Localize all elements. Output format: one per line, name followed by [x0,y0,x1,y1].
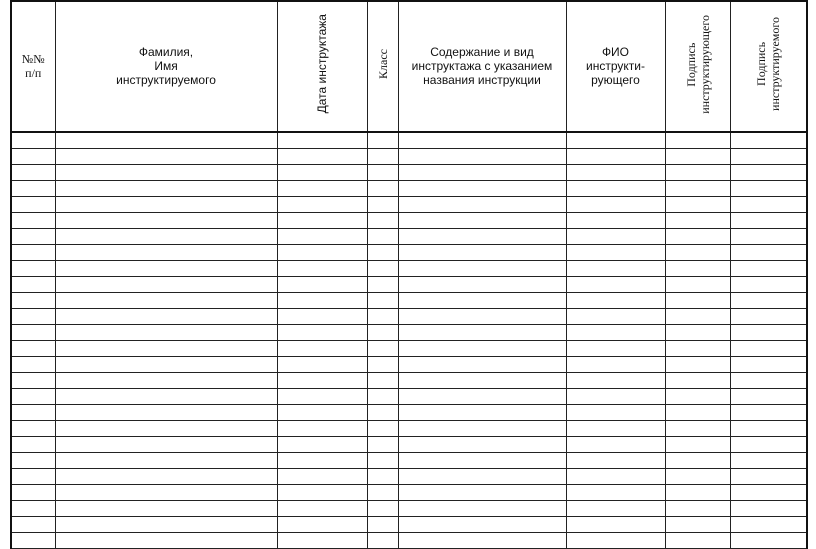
table-row [11,165,807,181]
cell-class [367,341,398,357]
cell-content [398,261,566,277]
header-date [277,1,367,132]
cell-class [367,389,398,405]
cell-content [398,213,566,229]
cell-class [367,469,398,485]
cell-instructor [566,373,665,389]
header-name [55,1,277,132]
cell-number [11,293,55,309]
cell-content [398,501,566,517]
header-sign-instructor [665,1,730,132]
cell-sign-instructor [665,277,730,293]
cell-content [398,132,566,149]
cell-name [55,309,277,325]
cell-instructor [566,309,665,325]
cell-content [398,325,566,341]
cell-name [55,277,277,293]
cell-sign-instructor [665,165,730,181]
cell-sign-trainee [730,277,807,293]
cell-sign-trainee [730,485,807,501]
table-row [11,132,807,149]
cell-sign-instructor [665,341,730,357]
cell-instructor [566,261,665,277]
cell-content [398,373,566,389]
cell-instructor [566,485,665,501]
table-row [11,341,807,357]
cell-date [277,485,367,501]
cell-class [367,325,398,341]
cell-number [11,421,55,437]
cell-content [398,293,566,309]
cell-date [277,277,367,293]
cell-sign-instructor [665,405,730,421]
header-sign-trainee [730,1,807,132]
cell-instructor [566,469,665,485]
cell-date [277,229,367,245]
cell-name [55,181,277,197]
cell-sign-trainee [730,325,807,341]
cell-sign-instructor [665,245,730,261]
cell-class [367,213,398,229]
cell-date [277,517,367,533]
cell-class [367,261,398,277]
cell-content [398,309,566,325]
cell-sign-trainee [730,437,807,453]
cell-class [367,437,398,453]
table-row [11,213,807,229]
cell-sign-trainee [730,341,807,357]
table-row [11,421,807,437]
cell-class [367,485,398,501]
cell-number [11,245,55,261]
cell-sign-instructor [665,181,730,197]
table-row [11,469,807,485]
cell-class [367,453,398,469]
cell-content [398,533,566,549]
cell-class [367,357,398,373]
cell-content [398,405,566,421]
cell-sign-trainee [730,261,807,277]
cell-instructor [566,453,665,469]
cell-class [367,197,398,213]
cell-name [55,405,277,421]
cell-instructor [566,213,665,229]
header-instructor [566,1,665,132]
cell-sign-instructor [665,357,730,373]
table-row [11,485,807,501]
cell-date [277,165,367,181]
cell-instructor [566,341,665,357]
cell-instructor [566,517,665,533]
cell-instructor [566,293,665,309]
cell-instructor [566,132,665,149]
cell-instructor [566,165,665,181]
cell-number [11,517,55,533]
cell-name [55,165,277,181]
cell-sign-instructor [665,517,730,533]
cell-date [277,373,367,389]
cell-class [367,421,398,437]
cell-class [367,245,398,261]
cell-number [11,405,55,421]
cell-content [398,197,566,213]
cell-name [55,373,277,389]
cell-content [398,453,566,469]
cell-name [55,261,277,277]
cell-number [11,341,55,357]
cell-class [367,293,398,309]
header-date-text: Дата инструктажа [315,14,329,114]
cell-name [55,245,277,261]
cell-number [11,469,55,485]
cell-content [398,389,566,405]
cell-sign-instructor [665,293,730,309]
header-sign-instructor-text: Подпись инструктирующего [683,14,712,114]
cell-class [367,405,398,421]
cell-date [277,293,367,309]
table-row [11,437,807,453]
cell-sign-instructor [665,149,730,165]
cell-sign-trainee [730,229,807,245]
cell-instructor [566,405,665,421]
cell-class [367,165,398,181]
cell-name [55,421,277,437]
cell-name [55,501,277,517]
cell-class [367,309,398,325]
header-number [11,1,55,132]
table-row [11,501,807,517]
cell-instructor [566,197,665,213]
cell-date [277,149,367,165]
cell-content [398,437,566,453]
cell-name [55,213,277,229]
cell-number [11,373,55,389]
cell-date [277,357,367,373]
cell-date [277,453,367,469]
table-row [11,357,807,373]
cell-name [55,357,277,373]
header-instructor-text: ФИО инструкти- рующего [586,44,645,87]
cell-class [367,277,398,293]
cell-name [55,485,277,501]
cell-name [55,517,277,533]
table-row [11,245,807,261]
table-row [11,261,807,277]
cell-name [55,149,277,165]
cell-instructor [566,277,665,293]
cell-name [55,341,277,357]
cell-content [398,149,566,165]
cell-content [398,485,566,501]
cell-sign-instructor [665,229,730,245]
cell-date [277,245,367,261]
cell-instructor [566,357,665,373]
cell-instructor [566,421,665,437]
cell-number [11,197,55,213]
table-body [11,132,807,549]
cell-number [11,357,55,373]
cell-sign-instructor [665,501,730,517]
cell-class [367,229,398,245]
cell-number [11,325,55,341]
cell-date [277,437,367,453]
header-class-text: Класс [375,49,390,79]
cell-class [367,517,398,533]
table-row [11,389,807,405]
cell-sign-trainee [730,293,807,309]
cell-sign-trainee [730,149,807,165]
cell-sign-instructor [665,213,730,229]
cell-class [367,149,398,165]
cell-sign-instructor [665,373,730,389]
instruction-log-table [10,0,808,549]
cell-instructor [566,229,665,245]
cell-sign-trainee [730,309,807,325]
cell-number [11,213,55,229]
cell-sign-instructor [665,453,730,469]
cell-class [367,501,398,517]
cell-date [277,389,367,405]
cell-content [398,421,566,437]
cell-date [277,132,367,149]
cell-number [11,261,55,277]
cell-sign-instructor [665,261,730,277]
cell-number [11,389,55,405]
cell-name [55,325,277,341]
cell-name [55,132,277,149]
cell-name [55,197,277,213]
cell-number [11,181,55,197]
cell-sign-trainee [730,181,807,197]
cell-sign-trainee [730,469,807,485]
cell-sign-trainee [730,357,807,373]
cell-date [277,309,367,325]
table-row [11,517,807,533]
cell-name [55,389,277,405]
cell-number [11,437,55,453]
cell-content [398,165,566,181]
cell-sign-trainee [730,453,807,469]
cell-date [277,405,367,421]
cell-sign-instructor [665,132,730,149]
cell-class [367,181,398,197]
table-row [11,373,807,389]
cell-sign-instructor [665,309,730,325]
cell-date [277,421,367,437]
table-row [11,149,807,165]
cell-number [11,501,55,517]
cell-sign-trainee [730,373,807,389]
cell-instructor [566,245,665,261]
cell-content [398,357,566,373]
cell-sign-trainee [730,405,807,421]
header-content [398,1,566,132]
table-header [11,1,807,132]
cell-sign-trainee [730,421,807,437]
cell-instructor [566,325,665,341]
table-row [11,309,807,325]
header-name-text: Фамилия, Имя инструктируемого [116,44,216,87]
cell-number [11,277,55,293]
cell-name [55,469,277,485]
cell-sign-instructor [665,325,730,341]
cell-content [398,245,566,261]
table-row [11,277,807,293]
cell-sign-trainee [730,245,807,261]
cell-name [55,533,277,549]
cell-sign-instructor [665,197,730,213]
cell-sign-instructor [665,389,730,405]
cell-name [55,293,277,309]
cell-number [11,533,55,549]
cell-sign-trainee [730,517,807,533]
cell-sign-instructor [665,469,730,485]
cell-sign-instructor [665,437,730,453]
cell-sign-instructor [665,533,730,549]
cell-class [367,132,398,149]
table-row [11,533,807,549]
cell-sign-trainee [730,501,807,517]
header-number-text: №№ п/п [21,51,45,80]
cell-date [277,213,367,229]
table-row [11,405,807,421]
cell-sign-instructor [665,485,730,501]
cell-content [398,229,566,245]
cell-instructor [566,437,665,453]
cell-sign-trainee [730,132,807,149]
cell-name [55,229,277,245]
table-row [11,293,807,309]
cell-sign-instructor [665,421,730,437]
cell-sign-trainee [730,165,807,181]
cell-number [11,485,55,501]
cell-sign-trainee [730,213,807,229]
header-class [367,1,398,132]
cell-sign-trainee [730,533,807,549]
cell-content [398,341,566,357]
cell-instructor [566,501,665,517]
cell-instructor [566,149,665,165]
cell-sign-trainee [730,197,807,213]
cell-name [55,453,277,469]
cell-number [11,309,55,325]
cell-name [55,437,277,453]
cell-date [277,469,367,485]
table-row [11,181,807,197]
cell-class [367,533,398,549]
table-row [11,229,807,245]
header-row [11,1,807,132]
cell-date [277,533,367,549]
cell-number [11,149,55,165]
cell-content [398,181,566,197]
cell-date [277,197,367,213]
table-row [11,453,807,469]
cell-instructor [566,389,665,405]
cell-content [398,469,566,485]
table-row [11,325,807,341]
header-content-text: Содержание и вид инструктажа с указанием названия инструкции [411,44,553,87]
cell-date [277,181,367,197]
cell-sign-trainee [730,389,807,405]
cell-class [367,373,398,389]
cell-content [398,517,566,533]
cell-number [11,132,55,149]
cell-instructor [566,533,665,549]
cell-number [11,453,55,469]
header-sign-trainee-text: Подпись инструктируемого [754,17,783,111]
cell-content [398,277,566,293]
cell-instructor [566,181,665,197]
cell-number [11,229,55,245]
cell-date [277,341,367,357]
cell-number [11,165,55,181]
cell-date [277,261,367,277]
cell-date [277,325,367,341]
table-row [11,197,807,213]
cell-date [277,501,367,517]
